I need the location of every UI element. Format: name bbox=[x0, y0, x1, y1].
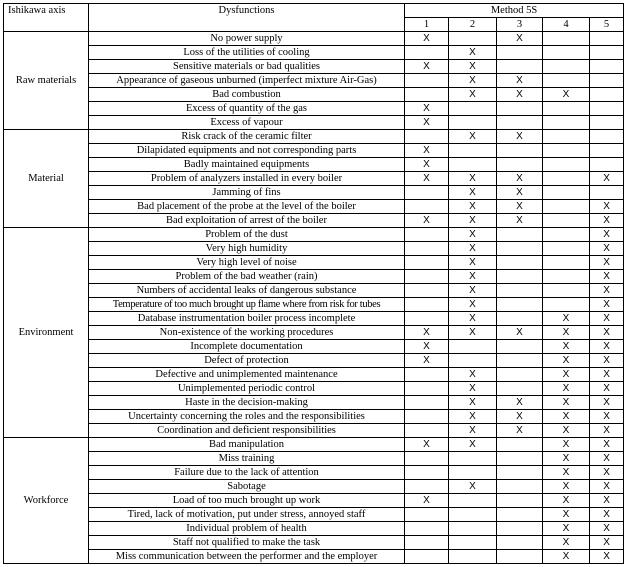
table-row bbox=[4, 74, 624, 88]
method-1-cell: X bbox=[405, 340, 449, 354]
method-4-cell bbox=[543, 284, 590, 298]
dysfunction-cell: Bad exploitation of arrest of the boiler bbox=[89, 214, 405, 228]
method-1-cell bbox=[405, 368, 449, 382]
method-1-cell: X bbox=[405, 326, 449, 340]
method-4-cell bbox=[543, 32, 590, 46]
method-3-cell bbox=[497, 242, 543, 256]
table-row bbox=[4, 270, 624, 284]
method-1-cell bbox=[405, 536, 449, 550]
method-4-cell bbox=[543, 172, 590, 186]
method-3-cell bbox=[497, 158, 543, 172]
table-row bbox=[4, 508, 624, 522]
method-1-cell bbox=[405, 228, 449, 242]
method-3-cell bbox=[497, 298, 543, 312]
table-row bbox=[4, 228, 624, 242]
dysfunction-cell: Numbers of accidental leaks of dangerous substance bbox=[89, 284, 405, 298]
method-2-cell bbox=[449, 536, 497, 550]
method-1-cell bbox=[405, 130, 449, 144]
method-2-cell: X bbox=[449, 410, 497, 424]
table-row bbox=[4, 144, 624, 158]
method-4-cell bbox=[543, 102, 590, 116]
method-1-cell bbox=[405, 466, 449, 480]
method-4-cell bbox=[543, 116, 590, 130]
method-5-cell: X bbox=[590, 214, 624, 228]
dysfunction-cell: Sabotage bbox=[89, 480, 405, 494]
table-row bbox=[4, 396, 624, 410]
method-2-cell bbox=[449, 354, 497, 368]
method-2-cell: X bbox=[449, 242, 497, 256]
dysfunction-cell: Defect of protection bbox=[89, 354, 405, 368]
method-5-cell: X bbox=[590, 242, 624, 256]
method-4-cell: X bbox=[543, 326, 590, 340]
method-4-cell bbox=[543, 270, 590, 284]
method-2-cell: X bbox=[449, 312, 497, 326]
method-5-cell: X bbox=[590, 452, 624, 466]
method-2-cell: X bbox=[449, 186, 497, 200]
method-5-cell: X bbox=[590, 494, 624, 508]
dysfunction-cell: Database instrumentation boiler process incomplete bbox=[89, 312, 405, 326]
header-ishikawa-axis: Ishikawa axis bbox=[4, 4, 89, 32]
method-2-cell: X bbox=[449, 46, 497, 60]
dysfunction-cell: Incomplete documentation bbox=[89, 340, 405, 354]
method-5-cell: X bbox=[590, 340, 624, 354]
dysfunction-cell: Individual problem of health bbox=[89, 522, 405, 536]
method-2-cell: X bbox=[449, 396, 497, 410]
method-4-cell: X bbox=[543, 452, 590, 466]
method-4-cell: X bbox=[543, 382, 590, 396]
method-5-cell: X bbox=[590, 228, 624, 242]
method-5-cell: X bbox=[590, 368, 624, 382]
table-row bbox=[4, 382, 624, 396]
table-row bbox=[4, 298, 624, 312]
method-3-cell: X bbox=[497, 214, 543, 228]
method-1-cell: X bbox=[405, 494, 449, 508]
method-2-cell bbox=[449, 158, 497, 172]
dysfunction-cell: Bad placement of the probe at the level of the boiler bbox=[89, 200, 405, 214]
method-5-cell bbox=[590, 130, 624, 144]
method-2-cell: X bbox=[449, 438, 497, 452]
method-4-cell bbox=[543, 242, 590, 256]
method-1-cell bbox=[405, 46, 449, 60]
method-4-cell: X bbox=[543, 396, 590, 410]
method-2-cell: X bbox=[449, 228, 497, 242]
dysfunction-cell: Appearance of gaseous unburned (imperfect mixture Air-Gas) bbox=[89, 74, 405, 88]
method-4-cell: X bbox=[543, 88, 590, 102]
dysfunction-cell: Miss communication between the performer and the employer bbox=[89, 550, 405, 564]
method-3-cell bbox=[497, 228, 543, 242]
method-5-cell: X bbox=[590, 172, 624, 186]
dysfunction-cell: Loss of the utilities of cooling bbox=[89, 46, 405, 60]
method-3-cell bbox=[497, 480, 543, 494]
table-row bbox=[4, 368, 624, 382]
method-2-cell: X bbox=[449, 368, 497, 382]
dysfunction-cell: Non-existence of the working procedures bbox=[89, 326, 405, 340]
method-5-cell: X bbox=[590, 424, 624, 438]
method-2-cell: X bbox=[449, 60, 497, 74]
method-5-cell: X bbox=[590, 270, 624, 284]
method-1-cell bbox=[405, 396, 449, 410]
method-4-cell: X bbox=[543, 424, 590, 438]
table-row bbox=[4, 242, 624, 256]
method-4-cell: X bbox=[543, 354, 590, 368]
table-row bbox=[4, 312, 624, 326]
method-4-cell bbox=[543, 46, 590, 60]
dysfunction-cell: Defective and unimplemented maintenance bbox=[89, 368, 405, 382]
method-1-cell bbox=[405, 200, 449, 214]
table-row bbox=[4, 130, 624, 144]
method-4-cell: X bbox=[543, 522, 590, 536]
method-4-cell bbox=[543, 228, 590, 242]
table-row bbox=[4, 340, 624, 354]
table-row bbox=[4, 550, 624, 564]
table-row bbox=[4, 158, 624, 172]
method-3-cell bbox=[497, 452, 543, 466]
method-5-cell: X bbox=[590, 550, 624, 564]
header-column-2: 2 bbox=[449, 18, 497, 32]
method-3-cell: X bbox=[497, 32, 543, 46]
method-4-cell bbox=[543, 130, 590, 144]
method-4-cell: X bbox=[543, 410, 590, 424]
dysfunction-cell: Coordination and deficient responsibilities bbox=[89, 424, 405, 438]
method-4-cell bbox=[543, 74, 590, 88]
method-3-cell bbox=[497, 522, 543, 536]
dysfunction-cell: Excess of vapour bbox=[89, 116, 405, 130]
dysfunction-cell: Miss training bbox=[89, 452, 405, 466]
method-2-cell: X bbox=[449, 130, 497, 144]
table-row bbox=[4, 466, 624, 480]
method-5-cell bbox=[590, 88, 624, 102]
table-row bbox=[4, 452, 624, 466]
method-4-cell: X bbox=[543, 508, 590, 522]
table-row bbox=[4, 424, 624, 438]
header-method-5s: Method 5S bbox=[405, 4, 624, 18]
method-3-cell bbox=[497, 354, 543, 368]
method-5-cell: X bbox=[590, 480, 624, 494]
method-1-cell bbox=[405, 480, 449, 494]
method-1-cell: X bbox=[405, 354, 449, 368]
method-1-cell bbox=[405, 508, 449, 522]
table-row bbox=[4, 102, 624, 116]
method-3-cell: X bbox=[497, 186, 543, 200]
method-1-cell: X bbox=[405, 438, 449, 452]
dysfunction-cell: Temperature of too much brought up flame where from risk for tubes bbox=[89, 298, 405, 312]
method-2-cell bbox=[449, 340, 497, 354]
method-1-cell: X bbox=[405, 144, 449, 158]
method-3-cell bbox=[497, 466, 543, 480]
method-2-cell bbox=[449, 452, 497, 466]
dysfunction-cell: Tired, lack of motivation, put under stress, annoyed staff bbox=[89, 508, 405, 522]
method-1-cell: X bbox=[405, 60, 449, 74]
method-4-cell bbox=[543, 60, 590, 74]
method-3-cell bbox=[497, 494, 543, 508]
table-row bbox=[4, 116, 624, 130]
dysfunction-cell: Staff not qualified to make the task bbox=[89, 536, 405, 550]
table-row bbox=[4, 326, 624, 340]
dysfunction-cell: Excess of quantity of the gas bbox=[89, 102, 405, 116]
method-1-cell bbox=[405, 74, 449, 88]
method-1-cell bbox=[405, 298, 449, 312]
header-column-1: 1 bbox=[405, 18, 449, 32]
method-2-cell bbox=[449, 550, 497, 564]
method-5-cell: X bbox=[590, 438, 624, 452]
method-3-cell: X bbox=[497, 424, 543, 438]
method-2-cell: X bbox=[449, 200, 497, 214]
dysfunction-cell: Dilapidated equipments and not corresponding parts bbox=[89, 144, 405, 158]
method-3-cell bbox=[497, 284, 543, 298]
table-row bbox=[4, 256, 624, 270]
method-2-cell: X bbox=[449, 284, 497, 298]
method-2-cell: X bbox=[449, 382, 497, 396]
header-column-4: 4 bbox=[543, 18, 590, 32]
method-5-cell: X bbox=[590, 382, 624, 396]
method-3-cell bbox=[497, 438, 543, 452]
dysfunction-cell: Haste in the decision-making bbox=[89, 396, 405, 410]
method-4-cell: X bbox=[543, 368, 590, 382]
method-5-cell bbox=[590, 158, 624, 172]
method-1-cell bbox=[405, 270, 449, 284]
method-3-cell bbox=[497, 270, 543, 284]
dysfunction-table bbox=[3, 3, 624, 564]
method-1-cell: X bbox=[405, 102, 449, 116]
table-row bbox=[4, 284, 624, 298]
method-5-cell bbox=[590, 32, 624, 46]
method-1-cell: X bbox=[405, 32, 449, 46]
method-1-cell bbox=[405, 382, 449, 396]
dysfunction-cell: Bad combustion bbox=[89, 88, 405, 102]
method-1-cell bbox=[405, 312, 449, 326]
method-2-cell bbox=[449, 144, 497, 158]
method-3-cell: X bbox=[497, 326, 543, 340]
method-5-cell bbox=[590, 74, 624, 88]
method-2-cell: X bbox=[449, 172, 497, 186]
method-1-cell bbox=[405, 242, 449, 256]
method-4-cell bbox=[543, 186, 590, 200]
dysfunction-cell: No power supply bbox=[89, 32, 405, 46]
method-2-cell bbox=[449, 116, 497, 130]
table-row bbox=[4, 60, 624, 74]
method-1-cell bbox=[405, 522, 449, 536]
dysfunction-cell: Load of too much brought up work bbox=[89, 494, 405, 508]
method-3-cell: X bbox=[497, 74, 543, 88]
dysfunction-cell: Failure due to the lack of attention bbox=[89, 466, 405, 480]
method-1-cell bbox=[405, 452, 449, 466]
method-1-cell bbox=[405, 256, 449, 270]
dysfunction-cell: Uncertainty concerning the roles and the responsibilities bbox=[89, 410, 405, 424]
method-1-cell bbox=[405, 88, 449, 102]
header-dysfunctions: Dysfunctions bbox=[89, 4, 405, 32]
dysfunction-cell: Very high level of noise bbox=[89, 256, 405, 270]
method-3-cell bbox=[497, 116, 543, 130]
method-4-cell bbox=[543, 200, 590, 214]
ishikawa-axis-cell: Workforce bbox=[4, 438, 89, 564]
dysfunction-cell: Bad manipulation bbox=[89, 438, 405, 452]
method-2-cell: X bbox=[449, 74, 497, 88]
method-1-cell: X bbox=[405, 116, 449, 130]
method-3-cell: X bbox=[497, 88, 543, 102]
method-5-cell bbox=[590, 102, 624, 116]
method-5-cell: X bbox=[590, 354, 624, 368]
table-row bbox=[4, 172, 624, 186]
method-2-cell: X bbox=[449, 256, 497, 270]
method-2-cell bbox=[449, 466, 497, 480]
method-2-cell: X bbox=[449, 214, 497, 228]
method-2-cell: X bbox=[449, 88, 497, 102]
table-row bbox=[4, 536, 624, 550]
method-3-cell: X bbox=[497, 200, 543, 214]
method-5-cell: X bbox=[590, 312, 624, 326]
method-2-cell: X bbox=[449, 270, 497, 284]
method-4-cell: X bbox=[543, 312, 590, 326]
method-2-cell bbox=[449, 522, 497, 536]
dysfunction-cell: Sensitive materials or bad qualities bbox=[89, 60, 405, 74]
method-5-cell bbox=[590, 186, 624, 200]
method-4-cell: X bbox=[543, 494, 590, 508]
method-4-cell: X bbox=[543, 438, 590, 452]
method-3-cell: X bbox=[497, 396, 543, 410]
method-4-cell bbox=[543, 298, 590, 312]
method-3-cell bbox=[497, 508, 543, 522]
table-row bbox=[4, 522, 624, 536]
table-row bbox=[4, 186, 624, 200]
ishikawa-axis-cell: Raw materials bbox=[4, 32, 89, 130]
method-3-cell: X bbox=[497, 172, 543, 186]
method-3-cell bbox=[497, 368, 543, 382]
table-row bbox=[4, 354, 624, 368]
method-1-cell bbox=[405, 284, 449, 298]
method-3-cell bbox=[497, 102, 543, 116]
method-2-cell bbox=[449, 494, 497, 508]
method-5-cell bbox=[590, 46, 624, 60]
method-5-cell: X bbox=[590, 298, 624, 312]
method-5-cell: X bbox=[590, 396, 624, 410]
method-2-cell bbox=[449, 32, 497, 46]
method-5-cell bbox=[590, 144, 624, 158]
method-3-cell bbox=[497, 550, 543, 564]
table-body bbox=[4, 32, 624, 564]
method-4-cell: X bbox=[543, 536, 590, 550]
table-row bbox=[4, 88, 624, 102]
method-5-cell: X bbox=[590, 256, 624, 270]
dysfunction-cell: Risk crack of the ceramic filter bbox=[89, 130, 405, 144]
method-2-cell: X bbox=[449, 424, 497, 438]
table-row bbox=[4, 494, 624, 508]
dysfunction-cell: Problem of the bad weather (rain) bbox=[89, 270, 405, 284]
method-1-cell: X bbox=[405, 214, 449, 228]
method-4-cell: X bbox=[543, 466, 590, 480]
method-5-cell: X bbox=[590, 466, 624, 480]
header-column-5: 5 bbox=[590, 18, 624, 32]
ishikawa-axis-cell: Material bbox=[4, 130, 89, 228]
dysfunction-cell: Problem of analyzers installed in every boiler bbox=[89, 172, 405, 186]
method-2-cell bbox=[449, 102, 497, 116]
dysfunction-cell: Very high humidity bbox=[89, 242, 405, 256]
method-1-cell bbox=[405, 424, 449, 438]
method-3-cell bbox=[497, 46, 543, 60]
method-4-cell bbox=[543, 144, 590, 158]
method-5-cell: X bbox=[590, 284, 624, 298]
method-5-cell bbox=[590, 60, 624, 74]
method-3-cell bbox=[497, 144, 543, 158]
method-5-cell: X bbox=[590, 536, 624, 550]
method-2-cell: X bbox=[449, 326, 497, 340]
method-2-cell: X bbox=[449, 298, 497, 312]
method-4-cell: X bbox=[543, 480, 590, 494]
table-row bbox=[4, 438, 624, 452]
method-5-cell: X bbox=[590, 326, 624, 340]
dysfunction-cell: Unimplemented periodic control bbox=[89, 382, 405, 396]
method-4-cell bbox=[543, 158, 590, 172]
table-row bbox=[4, 480, 624, 494]
method-2-cell bbox=[449, 508, 497, 522]
method-5-cell bbox=[590, 116, 624, 130]
table-row bbox=[4, 32, 624, 46]
table-row bbox=[4, 214, 624, 228]
method-1-cell bbox=[405, 550, 449, 564]
method-4-cell: X bbox=[543, 550, 590, 564]
method-1-cell: X bbox=[405, 172, 449, 186]
method-3-cell bbox=[497, 256, 543, 270]
method-5-cell: X bbox=[590, 200, 624, 214]
ishikawa-axis-cell: Environment bbox=[4, 228, 89, 438]
table-row bbox=[4, 410, 624, 424]
method-3-cell bbox=[497, 60, 543, 74]
dysfunction-cell: Badly maintained equipments bbox=[89, 158, 405, 172]
method-1-cell bbox=[405, 410, 449, 424]
method-5-cell: X bbox=[590, 522, 624, 536]
method-1-cell: X bbox=[405, 158, 449, 172]
method-3-cell bbox=[497, 536, 543, 550]
dysfunction-cell: Problem of the dust bbox=[89, 228, 405, 242]
method-5-cell: X bbox=[590, 508, 624, 522]
table-row bbox=[4, 200, 624, 214]
method-3-cell: X bbox=[497, 130, 543, 144]
header-column-3: 3 bbox=[497, 18, 543, 32]
dysfunction-cell: Jamming of fins bbox=[89, 186, 405, 200]
method-4-cell bbox=[543, 256, 590, 270]
method-4-cell: X bbox=[543, 340, 590, 354]
table-row bbox=[4, 46, 624, 60]
method-2-cell: X bbox=[449, 480, 497, 494]
method-1-cell bbox=[405, 186, 449, 200]
method-3-cell bbox=[497, 312, 543, 326]
method-3-cell bbox=[497, 340, 543, 354]
method-3-cell: X bbox=[497, 410, 543, 424]
method-3-cell bbox=[497, 382, 543, 396]
method-4-cell bbox=[543, 214, 590, 228]
method-5-cell: X bbox=[590, 410, 624, 424]
